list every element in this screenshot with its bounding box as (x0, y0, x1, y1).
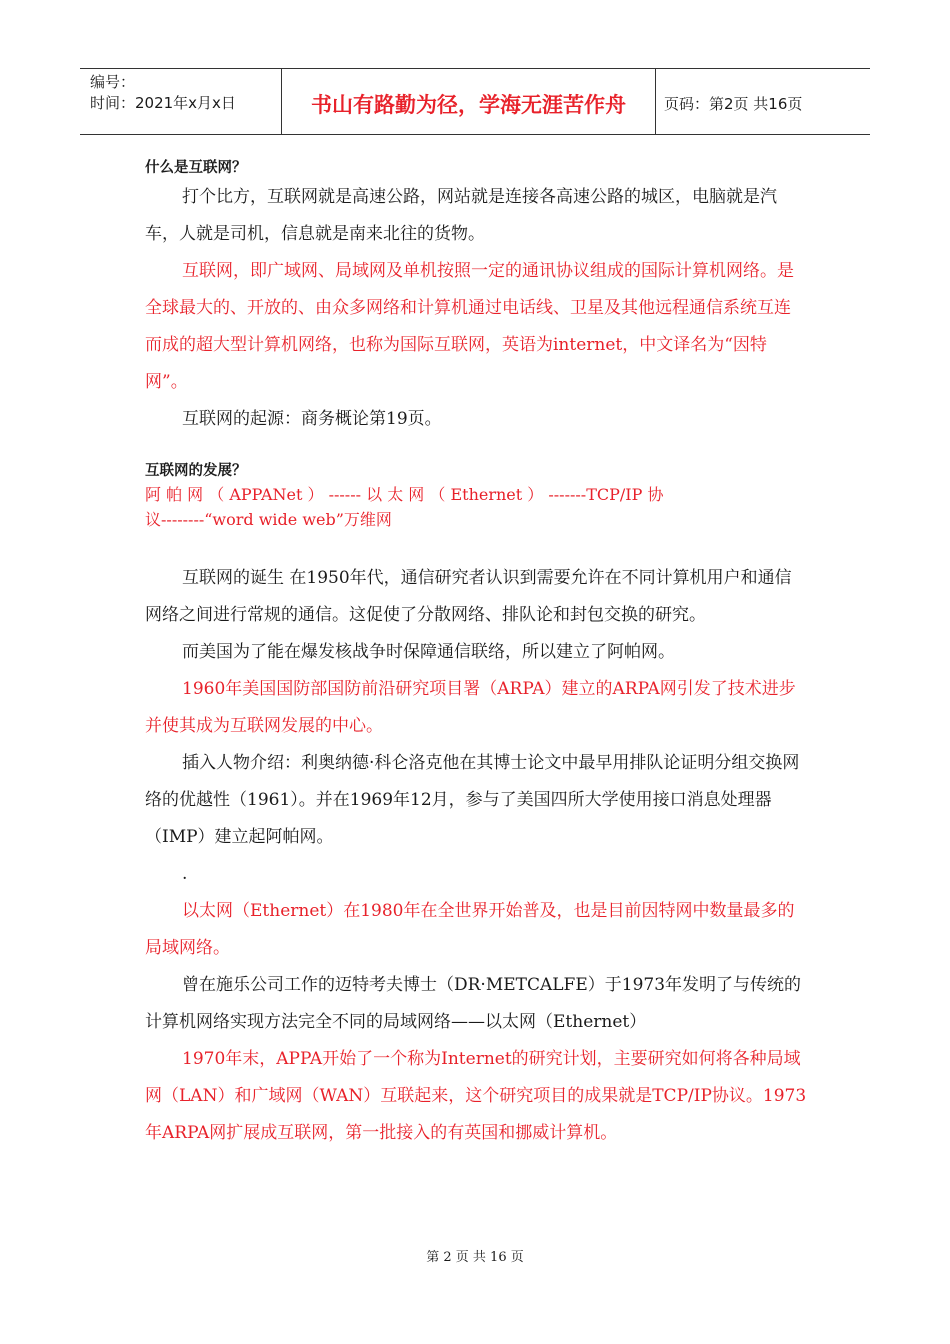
section1-paragraph-1: 打个比方，互联网就是高速公路，网站就是连接各高速公路的城区，电脑就是汽车，人就是司机，信息就是南来北往的货物。 (145, 187, 777, 244)
section2-paragraph-8: 1970年末，APPA开始了一个称为Internet的研究计划，主要研究如何将各种局域网（LAN）和广域网（WAN）互联起来，这个研究项目的成果就是TCP/IP协议。1973年ARPA网扩展成互联网，第一批接入的有英国和挪威计算机。 (145, 1049, 807, 1143)
section2-paragraph-6: 以太网（Ethernet）在1980年在全世界开始普及，也是目前因特网中数量最多的局域网络。 (145, 901, 795, 958)
section2-paragraph-4: 插入人物介绍：利奥纳德·科仑洛克他在其博士论文中最早用排队论证明分组交换网络的优越性（1961）。并在1969年12月，参与了美国四所大学使用接口消息处理器（IMP）建立起阿帕网。 (145, 753, 800, 847)
section2-paragraph-5: . (182, 864, 188, 884)
section1-paragraph-2: 互联网，即广域网、局域网及单机按照一定的通讯协议组成的国际计算机网络。是全球最大的、开放的、由众多网络和计算机通过电话线、卫星及其他远程通信系统互连而成的超大型计算机网络，也称为国际互联网，英语为internet，中文译名为“因特网”。 (145, 261, 794, 392)
section2-paragraph-7: 曾在施乐公司工作的迈特考夫博士（DR·METCALFE）于1973年发明了与传统的计算机网络实现方法完全不同的局域网络——以太网（Ethernet） (145, 975, 802, 1032)
section2-paragraph-1: 互联网的诞生 在1950年代，通信研究者认识到需要允许在不同计算机用户和通信网络之间进行常规的通信。这促使了分散网络、排队论和封包交换的研究。 (145, 568, 792, 625)
document-body (145, 156, 807, 1152)
section2-paragraph-2: 而美国为了能在爆发核战争时保障通信联络，所以建立了阿帕网。 (182, 642, 675, 662)
header-date-label: 时间：2021年x月x日 (90, 94, 236, 112)
header-number-label: 编号： (90, 73, 136, 91)
timeline-line-2: 议--------“word wide web”万维网 (145, 510, 392, 529)
header-meta (80, 69, 282, 134)
header-motto: 书山有路勤为径，学海无涯苦作舟 (282, 69, 656, 134)
section1-paragraph-3: 互联网的起源：商务概论第19页。 (182, 409, 442, 429)
header-page-info: 页码：第2页 共16页 (664, 95, 803, 113)
section1-heading: 什么是互联网？ (145, 160, 247, 176)
timeline-line-1: 阿 帕 网 （ APPANet ） ------ 以 太 网 （ Ethernet ） -------TCP/IP 协 (145, 485, 664, 504)
section2-heading: 互联网的发展？ (145, 463, 247, 479)
section2-paragraph-3: 1960年美国国防部国防前沿研究项目署（ARPA）建立的ARPA网引发了技术进步并使其成为互联网发展的中心。 (145, 679, 796, 736)
page-footer: 第 2 页 共 16 页 (426, 1250, 524, 1265)
page-header (80, 68, 870, 135)
